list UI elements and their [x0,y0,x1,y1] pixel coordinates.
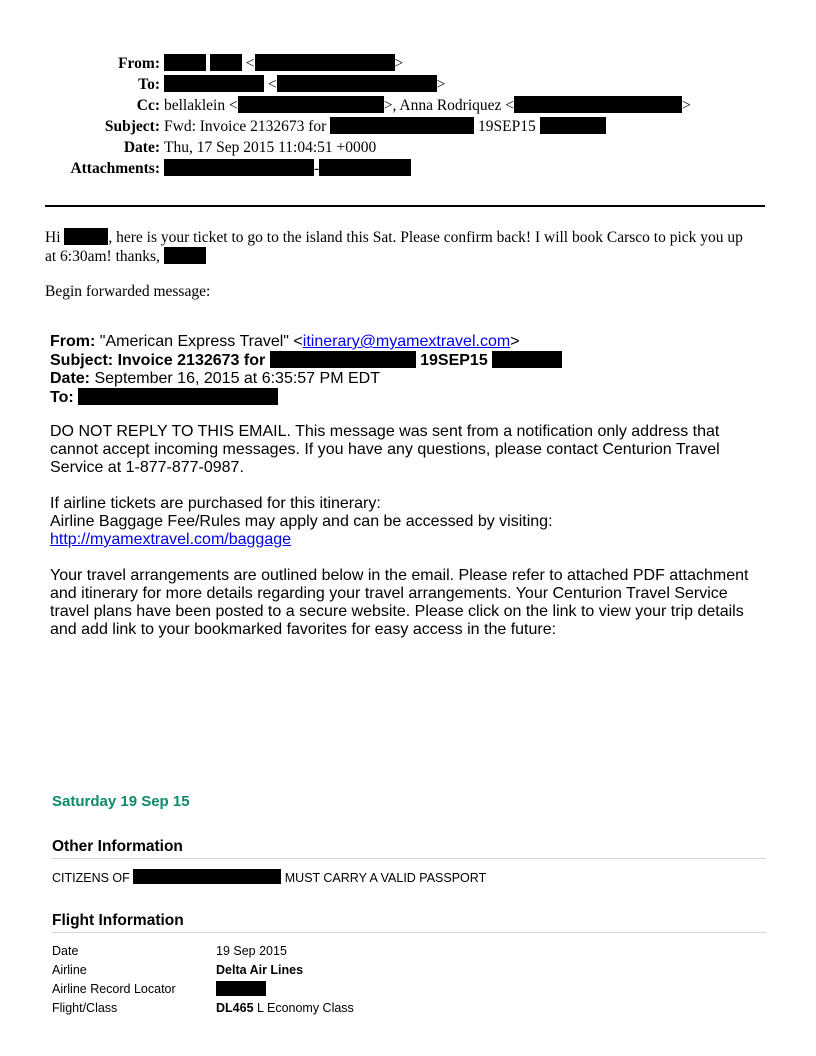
redaction-block [210,54,242,71]
header-date-row [0,137,816,158]
fwd-to-row [50,388,770,407]
flight-information-title: Flight Information [52,912,184,929]
redaction-block [164,247,206,264]
redaction-block [540,117,606,134]
redaction-block [330,117,474,134]
baggage-link[interactable]: http://myamextravel.com/baggage [50,531,292,548]
flight-row-airline-label: Airline [52,963,87,977]
citizens-notice [52,869,486,886]
fwd-from-label: From: [50,333,96,350]
paragraph-arrangements: Your travel arrangements are outlined below in the email. Please refer to attached PDF attachment and itinerary for more details regarding your travel arrangements. Your Centurion Travel Service travel plans have been posted to a secure website. Please click on the link to view your trip details and add link to your bookmarked favorites for easy access in the future: [50,567,749,638]
fwd-from-name: "American Express Travel" [99,333,289,350]
fwd-date-row [50,370,770,388]
redaction-block [255,54,395,71]
flight-row-locator-label: Airline Record Locator [52,982,176,996]
subject-label: Subject: [104,118,160,135]
header-divider [45,205,765,207]
header-from-row: From: < > [118,55,404,72]
cc-label: Cc: [136,97,160,114]
citizens-prefix: CITIZENS OF [52,871,130,885]
redaction-block [216,981,266,996]
to-label: To: [138,76,160,93]
fwd-date-value: September 16, 2015 at 6:35:57 PM EDT [94,370,380,387]
redaction-block [164,75,264,92]
other-information-title: Other Information [52,838,183,855]
header-cc-row: Cc: bellaklein < >, Anna Rodriquez < > [136,97,691,114]
cc-name-2: Anna Rodriquez [399,97,502,114]
redaction-block [133,869,281,884]
fwd-date-label: Date: [50,370,91,387]
fwd-from-email-link[interactable]: itinerary@myamextravel.com [302,333,511,350]
cc-name-1: bellaklein [164,97,226,114]
header-subject-row [0,116,816,137]
flight-row-date-value: 19 Sep 2015 [216,944,287,958]
subject-date: 19SEP15 [478,118,536,135]
flight-row-class-value [216,1000,354,1016]
redaction-block [164,54,206,71]
flight-number: DL465 [216,1001,254,1015]
fwd-from-row: From: "American Express Travel" <itinerary@myamextravel.com> [50,333,520,350]
fwd-to-label: To: [50,389,74,406]
redaction-block [492,351,562,368]
message-line-1: , here is your ticket to go to the island this Sat. Please confirm back! I will book Carsco to pick you up [108,229,743,246]
email-header [0,53,816,179]
date-label: Date: [123,139,160,156]
flight-row-class-label: Flight/Class [52,1001,118,1015]
header-to-row: To: < > [138,76,446,93]
redaction-block [64,228,108,245]
redaction-block [78,388,278,405]
message-line-2: at 6:30am! thanks, [45,248,160,265]
subject-text: Fwd: Invoice 2132673 for [164,118,327,135]
redaction-block [238,96,384,113]
citizens-suffix: MUST CARRY A VALID PASSPORT [284,871,487,885]
attachments-label: Attachments: [70,160,160,177]
itinerary-day-heading: Saturday 19 Sep 15 [52,793,190,810]
flight-row-date-label: Date [52,944,79,958]
baggage-line-2: Airline Baggage Fee/Rules may apply and can be accessed by visiting: [50,513,553,530]
redaction-block [270,351,416,368]
greeting: Hi [45,229,61,246]
redaction-block [277,75,437,92]
section-divider [52,858,766,859]
section-divider [52,932,766,933]
forwarded-header [50,333,770,407]
paragraph-do-not-reply: DO NOT REPLY TO THIS EMAIL. This message was sent from a notification only address that cannot accept incoming messages. If you have any questions, please contact Centurion Travel Service at 1-877-877-0987. [50,423,720,476]
redaction-block [514,96,682,113]
fwd-subject-label: Subject: Invoice 2132673 for [50,352,266,369]
fwd-subject-row [50,351,770,370]
baggage-line-1: If airline tickets are purchased for this itinerary: [50,495,381,512]
attachment-redaction[interactable] [164,159,314,176]
fwd-subject-date: 19SEP15 [420,352,488,369]
header-attachments-row: Attachments: - [0,158,816,179]
from-label: From: [118,55,160,72]
date-value: Thu, 17 Sep 2015 11:04:51 +0000 [164,139,377,156]
flight-row-airline-value: Delta Air Lines [216,963,304,977]
message-body [45,228,785,266]
attachment-redaction[interactable] [319,159,411,176]
begin-forwarded: Begin forwarded message: [45,283,211,300]
flight-row-locator-value [216,981,266,998]
paragraph-baggage [50,495,770,549]
flight-class: L Economy Class [257,1001,354,1015]
